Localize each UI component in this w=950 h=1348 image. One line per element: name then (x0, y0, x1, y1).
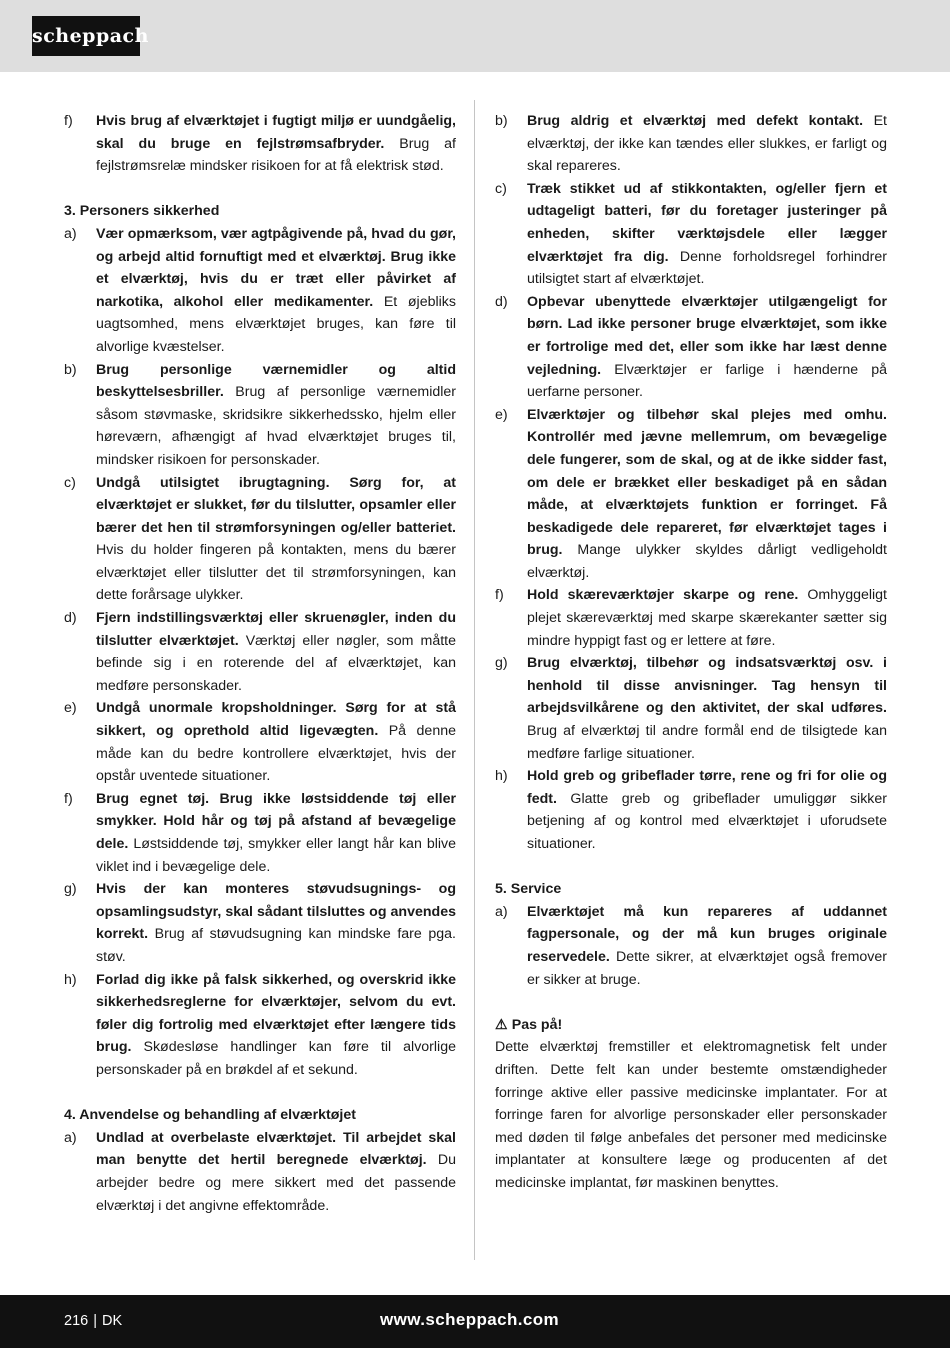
item-marker: f) (495, 587, 504, 604)
item-marker: h) (64, 971, 77, 988)
item-text: Skødesløse handlinger kan føre til alvorlige personskader på en brøkdel af et sekund. (96, 1039, 456, 1078)
item-marker: b) (495, 113, 508, 129)
item-text: Mange ulykker skyldes dårligt vedligeholdt elværktøj. (527, 542, 887, 581)
item-text: Elværktøjer er farlige i hænderne på uerfarne personer. (527, 361, 887, 401)
item-bold-text: Opbevar ubenyttede elværktøjer utilgængeligt for børn. Lad ikke personer bruge elværktøjet, som ikke er fortrolige med det, eller som ikke har læst denne vejledning. (527, 293, 887, 378)
item-marker: b) (64, 361, 77, 378)
list-item (495, 110, 887, 178)
item-bold-text: Hvis der kan monteres støvudsugnings- og opsamlingsudstyr, skal sådant tilsluttes og anvendes korrekt. (96, 881, 456, 943)
list-item (495, 584, 887, 652)
item-marker: a) (64, 1129, 77, 1146)
left-column (64, 110, 456, 1217)
list-item (495, 765, 887, 855)
item-bold-text: Elværktøjet må kun repareres af uddannet fagpersonale, og der må kun bruges originale reservedele. (527, 903, 887, 965)
item-text: På denne måde kan du bedre kontrollere elværktøjet, hvis der opstår uventede situationer. (96, 723, 456, 785)
item-marker: f) (64, 113, 73, 129)
list-item (64, 878, 456, 968)
warning-triangle-icon: ⚠ (495, 1016, 508, 1033)
item-marker: e) (64, 700, 77, 717)
list-item (64, 359, 456, 472)
list-item (495, 404, 887, 585)
item-bold-text: Brug personlige værnemidler og altid beskyttelsesbriller. (96, 361, 456, 401)
item-marker: a) (495, 903, 508, 920)
item-marker: d) (64, 610, 77, 627)
scheppach-logo: scheppach (32, 16, 140, 56)
item-text: Løstsiddende tøj, smykker eller langt hår kan blive viklet ind i bevægelige dele. (96, 836, 456, 875)
spacer (64, 1082, 456, 1105)
item-bold-text: Vær opmærksom, vær agtpågivende på, hvad du gør, og arbejd altid fornuftigt med et elværktøj. Brug ikke et elværktøj, hvis du er træt eller påvirket af narkotika, alkohol eller medikamenter. (96, 225, 456, 310)
item-text: Et elværktøj, der ikke kan tændes eller slukkes, er farligt og skal repareres. (527, 113, 887, 175)
item-text: Denne forholdsregel forhindrer utilsigtet start af elværktøjet. (527, 248, 887, 288)
item-bold-text: Forlad dig ikke på falsk sikkerhed, og overskrid ikke sikkerhedsreglerne for elværktøjer, selvom du evt. føler dig fortrolig med elværktøjet efter længere tids brug. (96, 971, 456, 1056)
list-item (495, 178, 887, 291)
item-bold-text: Træk stikket ud af stikkontakten, og/eller fjern et udtageligt batteri, før du foretager justeringer på enheden, skifter værktøjsdele eller lægger elværktøjet fra dig. (527, 180, 887, 265)
item-text: Dette sikrer, at elværktøjet også fremover er sikker at bruge. (527, 948, 887, 988)
item-bold-text: Hvis brug af elværktøjet i fugtigt miljø er uundgåelig, skal du bruge en fejlstrømsafbryder. (96, 113, 456, 152)
list-item (64, 110, 456, 178)
item-bold-text: Undgå utilsigtet ibrugtagning. Sørg for, at elværktøjet er slukket, før du tilslutter, opsamler eller bærer det hen til strømforsyningen og/eller batteriet. (96, 474, 456, 536)
spacer (64, 178, 456, 201)
item-text: Du arbejder bedre og mere sikkert med det passende elværktøj i det angivne effektområde. (96, 1152, 456, 1214)
item-text: Et øjebliks uagtsomhed, mens elværktøjet bruges, kan føre til alvorlige kvæstelser. (96, 293, 456, 355)
item-text: Glatte greb og gribeflader umuliggør sikker betjening af og kontrol med elværktøjet i uforudsete situationer. (527, 790, 887, 852)
spacer (495, 856, 887, 879)
item-text: Hvis du holder fingeren på kontakten, mens du bærer elværktøjet eller tilslutter det til strømforsyningen, kan dette forårsage ulykker. (96, 542, 456, 604)
item-marker: g) (64, 881, 77, 898)
item-marker: c) (64, 474, 76, 491)
list-item (64, 472, 456, 608)
item-bold-text: Hold skæreværktøjer skarpe og rene. (527, 587, 799, 604)
list-item (64, 223, 456, 359)
list-item (64, 788, 456, 878)
list-item (64, 607, 456, 697)
page-number-block (64, 1311, 122, 1331)
page-number: 216 (64, 1313, 89, 1329)
header-bar (0, 0, 950, 72)
item-text: Brug af personlige værnemidler såsom støvmaske, skridsikre sikkerhedssko, hjelm eller høreværn, afhængigt af hvad elværktøjet bruges til, mindsker risikoen for personskader. (96, 384, 456, 468)
item-text: Brug af elværktøj til andre formål end de tilsigtede kan medføre farlige situationer. (527, 723, 887, 762)
list-item (64, 1127, 456, 1217)
item-bold-text: Brug elværktøj, tilbehør og indsatsværktøj osv. i henhold til disse anvisninger. Tag hensyn til arbejdsvilkårene og den aktivitet, der skal udføres. (527, 655, 887, 717)
right-column (495, 110, 887, 1195)
item-marker: e) (495, 406, 508, 423)
list-item (64, 697, 456, 787)
footer-bar (0, 1295, 950, 1348)
list-item (64, 969, 456, 1082)
section-heading: 5. Service (495, 881, 562, 898)
item-text: Omhyggeligt plejet skæreværktøj med skarpe skærekanter sætter sig mindre hyppigt fast og er lettere at føre. (527, 587, 887, 649)
item-text: Brug af støvudsugning kan mindske fare pga. støv. (96, 926, 456, 965)
item-bold-text: Elværktøjer og tilbehør skal plejes med omhu. Kontrollér med jævne mellemrum, om bevægelige dele fungerer, som de skal, og at de ikke sidder fast, om dele er brækket eller beskadiget på en sådan måde, at elværktøjets funktion er forringet. Få beskadigede dele repareret, før elværktøjet tages i brug. (527, 406, 887, 559)
item-marker: g) (495, 655, 508, 672)
list-item (495, 901, 887, 991)
website-url: www.scheppach.com (380, 1310, 560, 1329)
spacer (495, 991, 887, 1014)
item-marker: h) (495, 768, 508, 785)
section-heading: 3. Personers sikkerhed (64, 203, 220, 220)
item-bold-text: Brug aldrig et elværktøj med defekt kontakt. (527, 113, 864, 129)
item-marker: a) (64, 225, 77, 242)
item-bold-text: Fjern indstillingsværktøj eller skruenøgler, inden du tilslutter elværktøjet. (96, 610, 456, 649)
language-code: DK (101, 1313, 123, 1329)
item-text: Værktøj eller nøgler, som måtte befinde sig i en roterende del af elværktøjet, kan medføre personskader. (96, 632, 456, 694)
item-marker: c) (495, 180, 507, 197)
warning-title: Pas på! (511, 1016, 563, 1033)
warning-heading (495, 1014, 887, 1037)
section-heading: 4. Anvendelse og behandling af elværktøjet (64, 1107, 356, 1124)
item-bold-text: Undlad at overbelaste elværktøjet. Til arbejdet skal man benytte det hertil beregnede elværktøj. (96, 1129, 456, 1169)
item-marker: f) (64, 790, 73, 807)
column-divider (474, 100, 475, 1260)
footer-separator: | (93, 1313, 97, 1329)
item-bold-text: Hold greb og gribeflader tørre, rene og fri for olie og fedt. (527, 768, 887, 807)
item-bold-text: Brug egnet tøj. Brug ikke løstsiddende tøj eller smykker. Hold hår og tøj på afstand af bevægelige dele. (96, 790, 456, 852)
list-item (495, 291, 887, 404)
item-bold-text: Undgå unormale kropsholdninger. Sørg for at stå sikkert, og oprethold altid ligevægten. (96, 700, 456, 740)
item-marker: d) (495, 293, 508, 310)
list-item (495, 652, 887, 765)
paragraph: Dette elværktøj fremstiller et elektromagnetisk felt under driften. Dette felt kan under bestemte omstændigheder forringe aktive eller passive medicinske implantater. For at forringe faren for alvorlige personskader eller personskader med døden til følge anbefales det personer med medicinske implantater at konsultere læge og producenten af det medicinske implantat, før maskinen benyttes. (495, 1039, 887, 1191)
item-text: Brug af fejlstrømsrelæ mindsker risikoen for at få elektrisk stød. (96, 135, 456, 175)
